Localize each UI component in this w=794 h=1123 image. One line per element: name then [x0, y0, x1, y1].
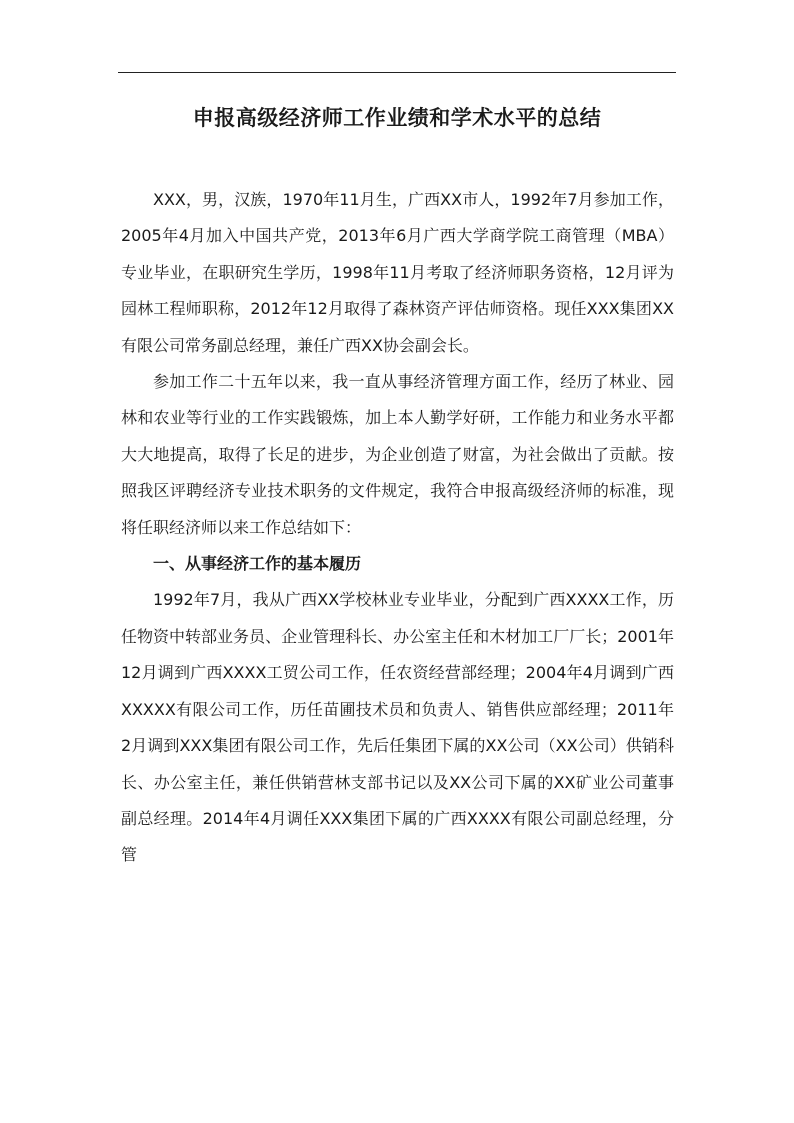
document-title: 申报高级经济师工作业绩和学术水平的总结 — [192, 105, 602, 130]
header-rule — [118, 72, 676, 73]
document-body — [121, 182, 674, 874]
paragraph-work-history: 1992年7月，我从广西XX学校林业专业毕业，分配到广西XXXX工作，历任物资中转部业务员、企业管理科长、办公室主任和木材加工厂厂长；2001年12月调到广西XXXX工贸公司工作，任农资经营部经理；2004年4月调到广西XXXXX有限公司工作，历任苗圃技术员和负责人、销售供应部经理；2011年2月调到XXX集团有限公司工作，先后任集团下属的XX公司（XX公司）供销科长、办公室主任，兼任供销营林支部书记以及XX公司下属的XX矿业公司董事副总经理。2014年4月调任XXX集团下属的广西XXXX有限公司副总经理，分管 — [121, 590, 674, 865]
paragraph-work-overview: 参加工作二十五年以来，我一直从事经济管理方面工作，经历了林业、园林和农业等行业的工作实践锻炼，加上本人勤学好研，工作能力和业务水平都大大地提高，取得了长足的进步，为企业创造了财富，为社会做出了贡献。按照我区评聘经济专业技术职务的文件规定，我符合申报高级经济师的标准，现将任职经济师以来工作总结如下： — [121, 372, 674, 537]
paragraph-personal-info: XXX，男，汉族，1970年11月生，广西XX市人，1992年7月参加工作，2005年4月加入中国共产党，2013年6月广西大学商学院工商管理（MBA）专业毕业，在职研究生学历，1998年11月考取了经济师职务资格，12月评为园林工程师职称，2012年12月取得了森林资产评估师资格。现任XXX集团XX有限公司常务副总经理，兼任广西XX协会副会长。 — [121, 190, 674, 355]
section-heading: 一、从事经济工作的基本履历 — [153, 554, 362, 574]
